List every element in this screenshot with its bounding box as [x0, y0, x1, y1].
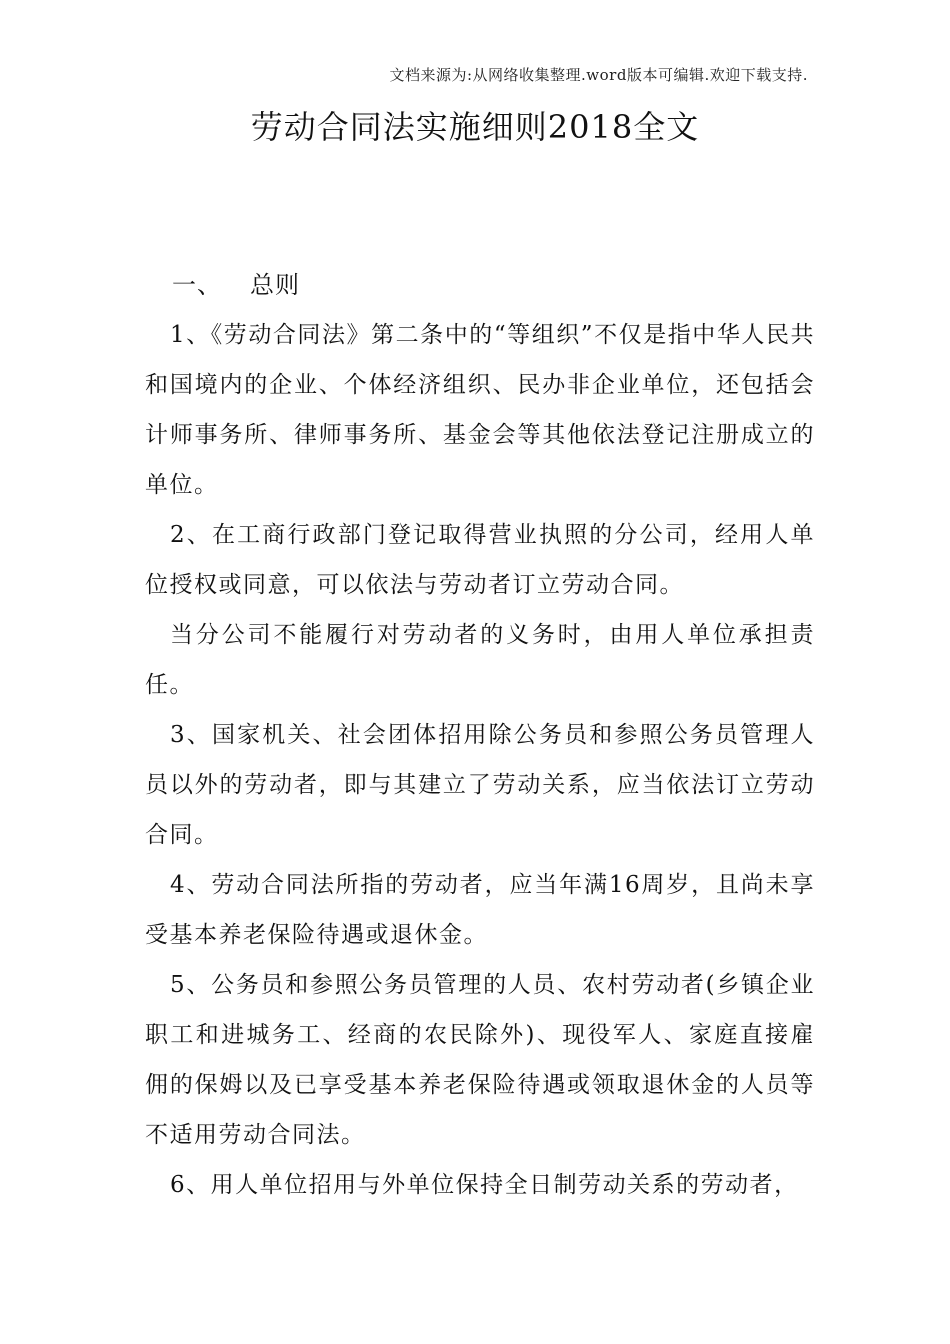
document-body	[145, 310, 815, 1210]
paragraph-6: 6、用人单位招用与外单位保持全日制劳动关系的劳动者，	[170, 1172, 799, 1198]
paragraph-2: 2、在工商行政部门登记取得营业执照的分公司，经用人单位授权或同意，可以依法与劳动者订立劳动合同。	[145, 522, 815, 598]
paragraph-2-continued: 当分公司不能履行对劳动者的义务时，由用人单位承担责任。	[145, 622, 815, 698]
paragraph-4: 4、劳动合同法所指的劳动者，应当年满16周岁，且尚未享受基本养老保险待遇或退休金。	[145, 872, 815, 948]
section-heading	[172, 265, 300, 300]
source-note: 文档来源为:从网络收集整理.word版本可编辑.欢迎下载支持.	[389, 66, 808, 84]
document-title: 劳动合同法实施细则2018全文	[250, 108, 700, 146]
paragraph-5: 5、公务员和参照公务员管理的人员、农村劳动者(乡镇企业职工和进城务工、经商的农民除外)、现役军人、家庭直接雇佣的保姆以及已享受基本养老保险待遇或领取退休金的人员等不适用劳动合同法。	[145, 972, 815, 1148]
section-heading-text: 总则	[250, 271, 300, 299]
paragraph-1: 1、《劳动合同法》第二条中的“等组织”不仅是指中华人民共和国境内的企业、个体经济组织、民办非企业单位，还包括会计师事务所、律师事务所、基金会等其他依法登记注册成立的单位。	[145, 322, 815, 498]
paragraph-3: 3、国家机关、社会团体招用除公务员和参照公务员管理人员以外的劳动者，即与其建立了劳动关系，应当依法订立劳动合同。	[145, 722, 815, 848]
section-number: 一、	[172, 271, 222, 299]
